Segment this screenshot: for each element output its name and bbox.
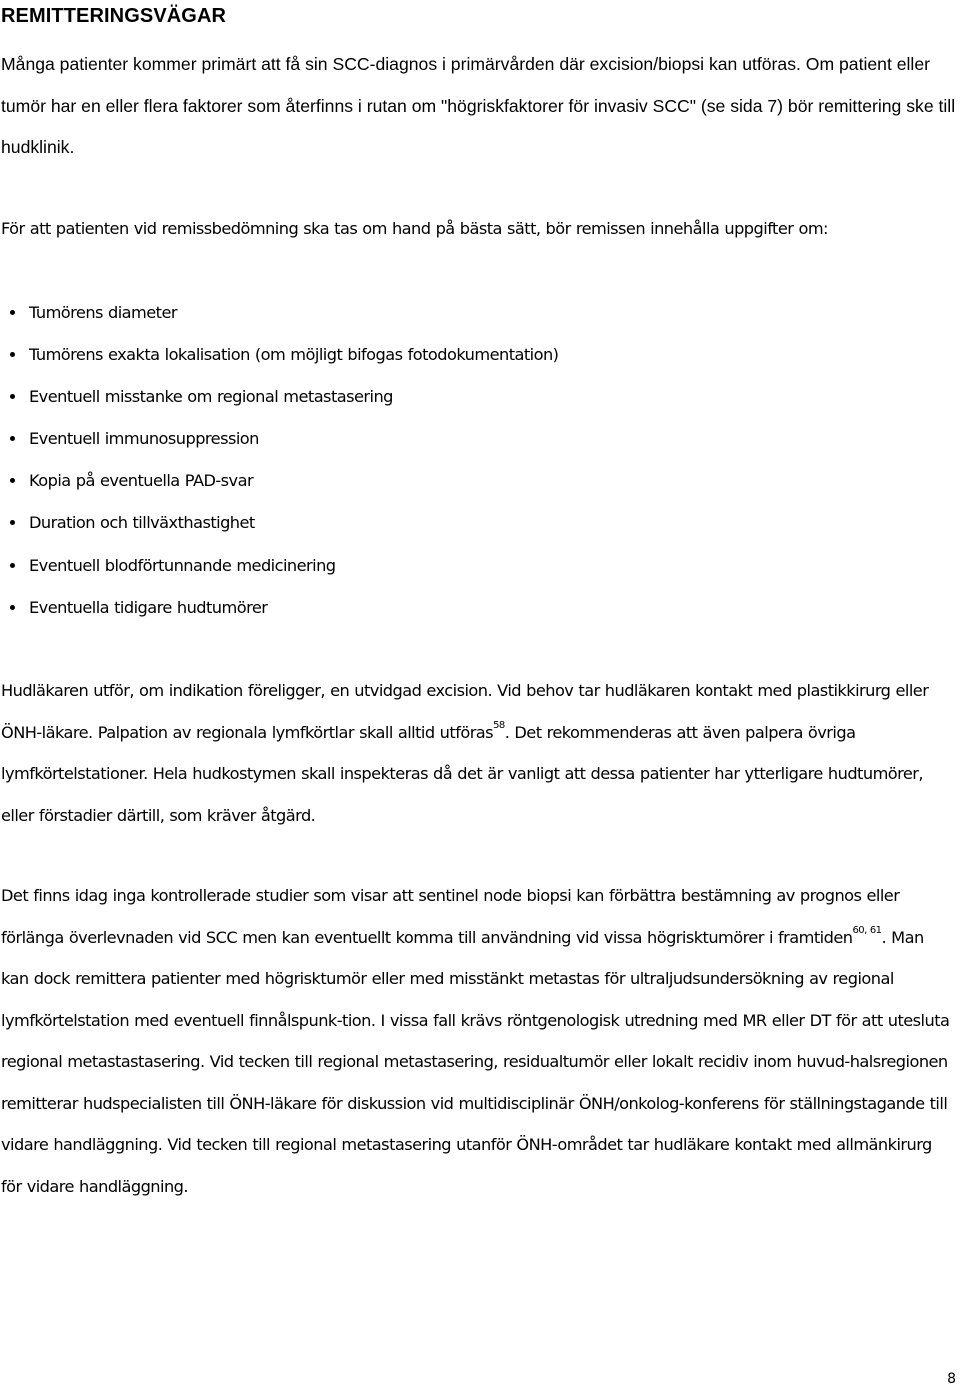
reference-superscript: 60, 61 [852,925,882,937]
bullet-icon [10,310,15,315]
bullet-icon [10,352,15,357]
dermatologist-paragraph: Hudläkaren utför, om indikation föreligger, en utvidgad excision. Vid behov tar hudläkaren kontakt med plastikkirurg eller ÖNH-läkare. Palpation av regionala lymfkörtlar skall alltid utföras$^{58}$. Det rekommenderas att även palpera övriga lymfkörtelstationer. Hela hudkostymen skall inspekteras då det är vanligt att dessa patienter har ytterligare hudtumörer, eller förstadier därtill, som kräver åtgärd. [1,681,929,825]
bullet-icon [10,478,15,483]
list-item: Eventuell immunosuppression [0,418,955,460]
intro-paragraph: Många patienter kommer primärt att få sin SCC-diagnos i primärvården där excision/biopsi kan utföras. Om patient eller tumör har en eller flera faktorer som återfinns i rutan om "högriskfaktorer för invasiv SCC" (se sida 7) bör remittering ske till hudklinik. [1,54,956,157]
list-item: Kopia på eventuella PAD-svar [0,460,955,502]
list-item: Duration och tillväxthastighet [0,502,955,544]
list-item: Tumörens exakta lokalisation (om möjligt bifogas fotodokumentation) [0,334,955,376]
sentinel-node-paragraph: Det finns idag inga kontrollerade studier som visar att sentinel node biopsi kan förbättra bestämning av prognos eller förlänga överlevnaden vid SCC men kan eventuellt komma till användning vid vissa högrisktumörer i framtiden$^{60, 61}$. Man kan dock remittera patienter med högrisktumör eller med misstänkt metastas för ultraljudsundersökning av regional lymfkörtelstation med eventuell finnålspunk-tion. I vissa fall krävs röntgenologisk utredning med MR eller DT för att utesluta regional metastastasering. Vid tecken till regional metastasering, residualtumör eller lokalt recidiv inom huvud-halsregionen remitterar hudspecialisten till ÖNH-läkare för diskussion vid multidisciplinär ÖNH/onkolog-konferens för ställningstagande till vidare handläggning. Vid tecken till regional metastasering utanför ÖNH-området tar hudläkare kontakt med allmänkirurg för vidare handläggning. [1,886,950,1196]
list-item: Eventuella tidigare hudtumörer [0,587,955,629]
section-heading: REMITTERINGSVÄGAR [1,5,227,27]
bullet-icon [10,394,15,399]
referral-intro-paragraph: För att patienten vid remissbedömning ska tas om hand på bästa sätt, bör remissen innehålla uppgifter om: [1,219,828,238]
list-item: Eventuell misstanke om regional metastasering [0,376,955,418]
bullet-icon [10,605,15,610]
list-item: Tumörens diameter [0,292,955,334]
bullet-icon [10,520,15,525]
bullet-icon [10,563,15,568]
referral-content-list [0,292,955,629]
page-number: 8 [947,1371,956,1387]
list-item: Eventuell blodförtunnande medicinering [0,545,955,587]
reference-superscript: 58 [493,720,505,732]
bullet-icon [10,436,15,441]
